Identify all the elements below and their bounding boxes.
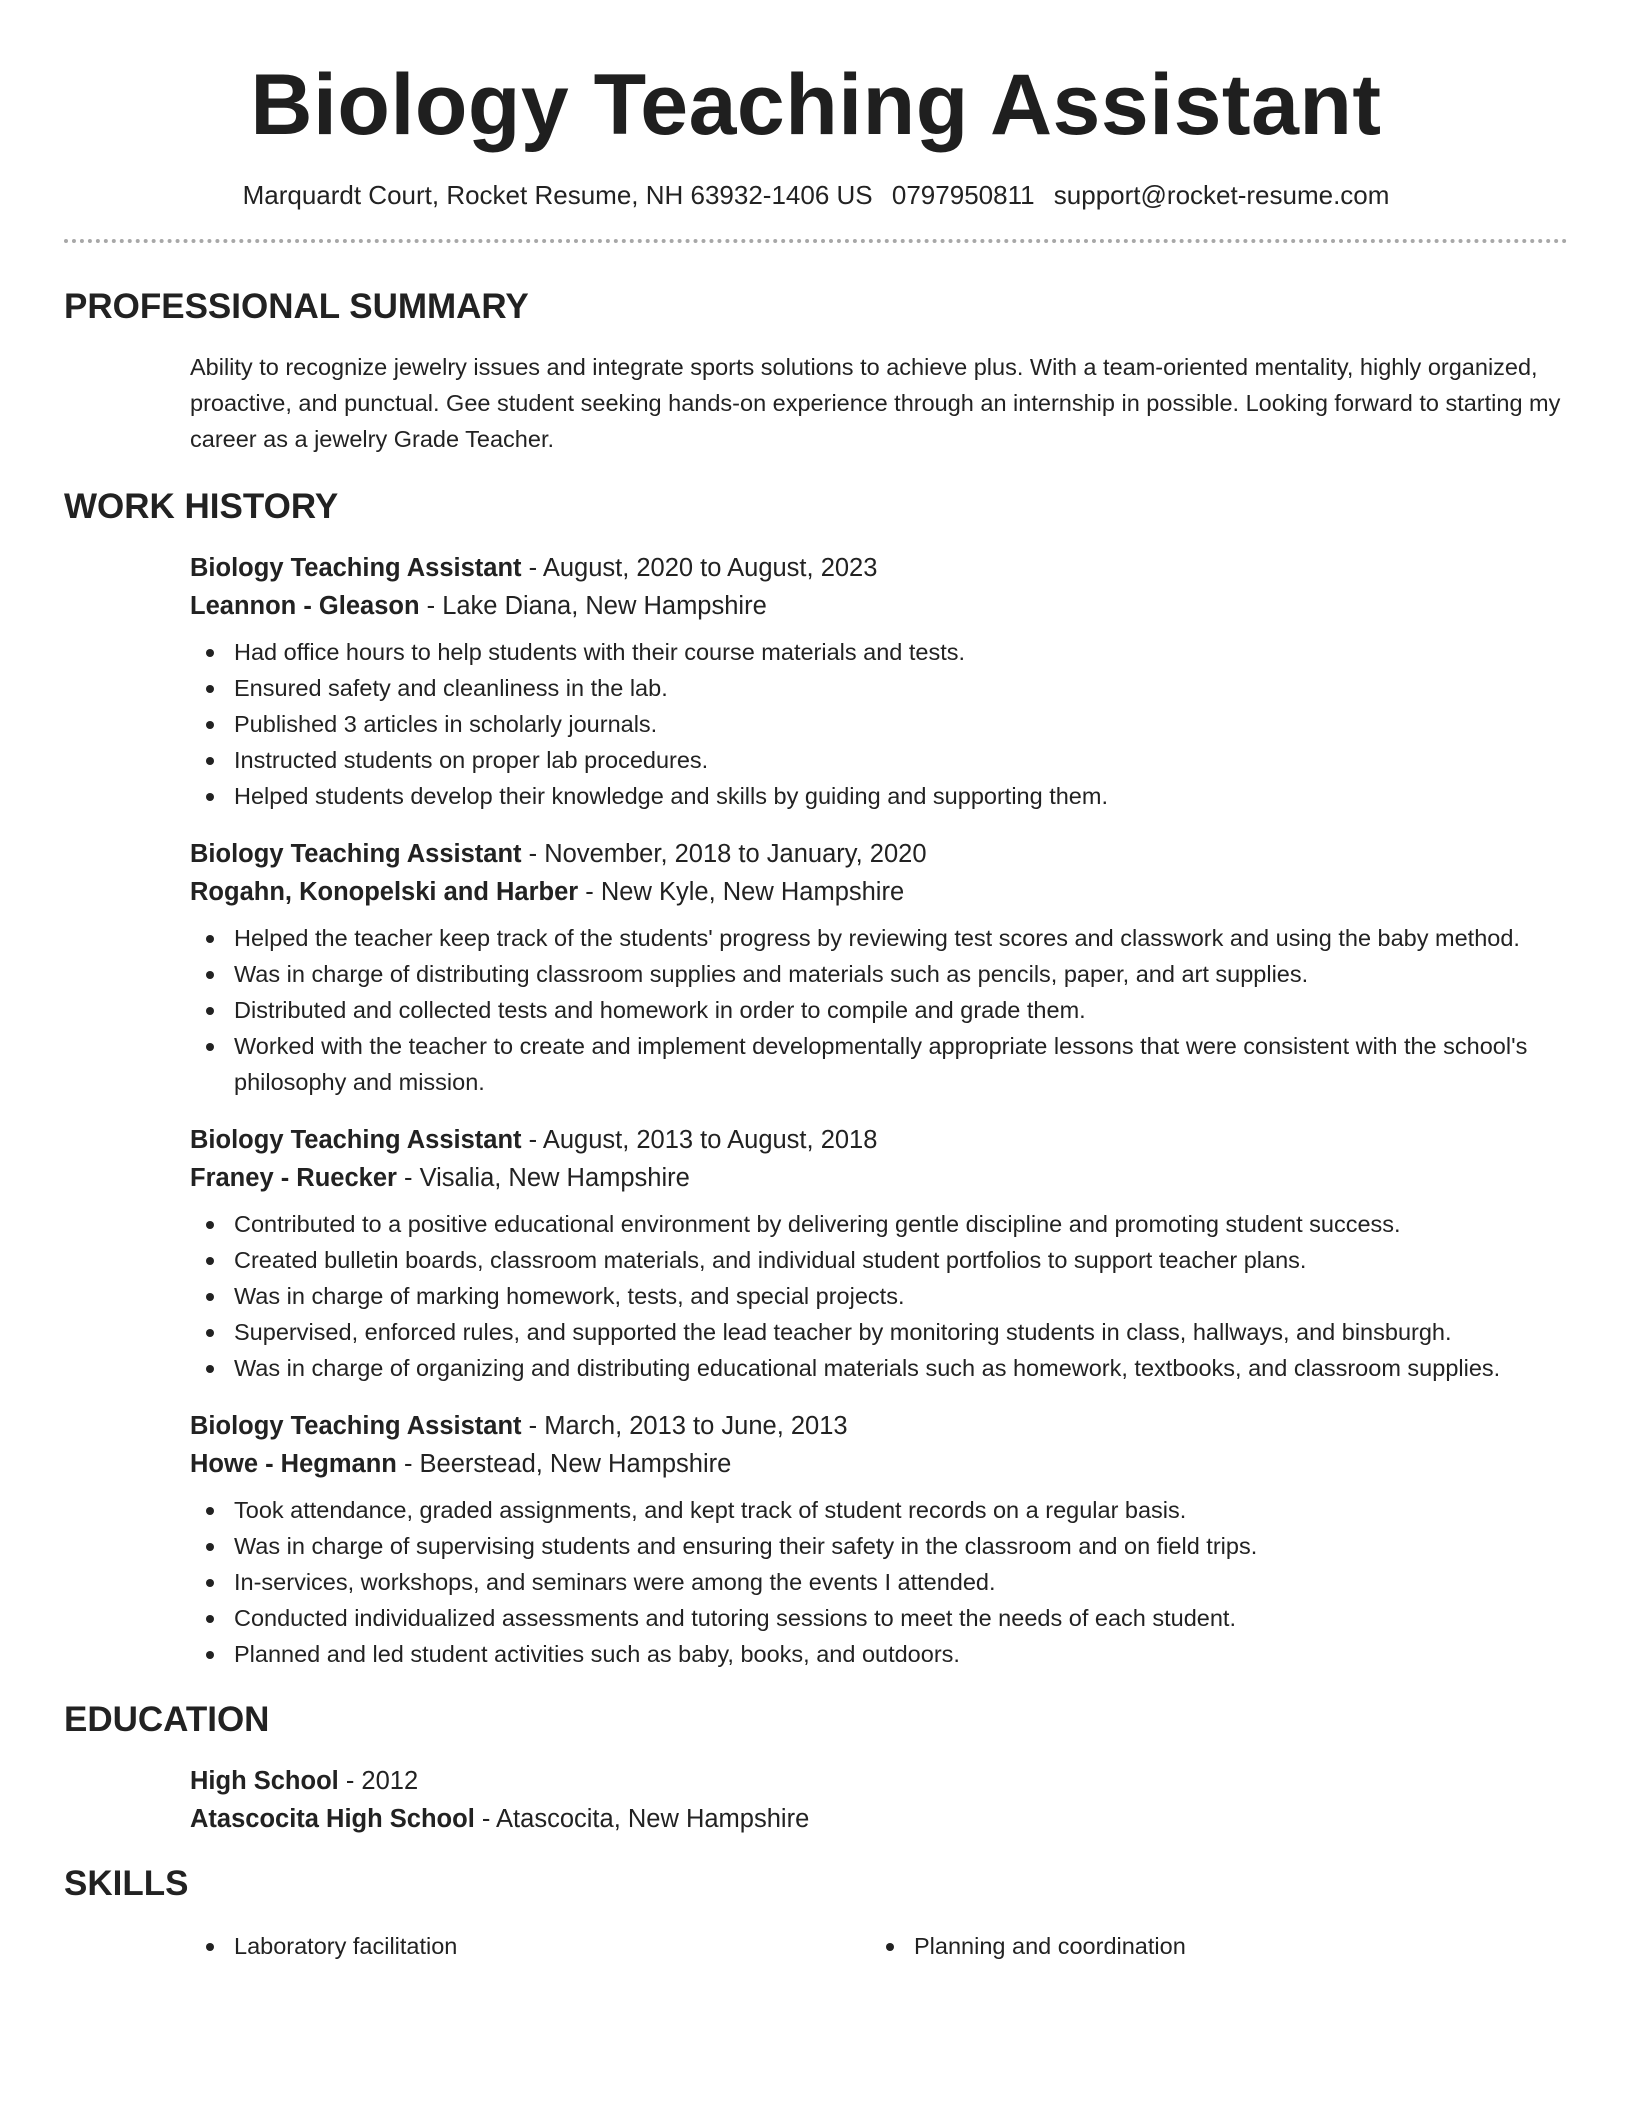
- job-role: Biology Teaching Assistant: [190, 1412, 522, 1440]
- list-item: Supervised, enforced rules, and supported the lead teacher by monitoring students in class, hallways, and binsburgh.: [190, 1314, 1570, 1350]
- education-body: [190, 1762, 1570, 1838]
- job-company: Howe - Hegmann: [190, 1450, 397, 1478]
- list-item: Was in charge of supervising students and ensuring their safety in the classroom and on field trips.: [190, 1528, 1570, 1564]
- degree-line: [190, 1762, 1570, 1800]
- job-title-line: [190, 549, 1570, 587]
- job-title-line: [190, 835, 1570, 873]
- graduation-year: - 2012: [338, 1767, 419, 1795]
- job-company-line: [190, 1445, 1570, 1483]
- job-location: - Beerstead, New Hampshire: [396, 1450, 732, 1478]
- skills-column-left: [190, 1928, 870, 1964]
- skills-grid: [190, 1928, 1570, 1964]
- education-section: [64, 1698, 1568, 1838]
- job-role: Biology Teaching Assistant: [190, 1126, 522, 1154]
- job-company-line: [190, 873, 1570, 911]
- list-item: Helped the teacher keep track of the students' progress by reviewing test scores and classwork and using the baby method.: [190, 920, 1570, 956]
- list-item: Published 3 articles in scholarly journals.: [190, 706, 1570, 742]
- job-entry: [190, 549, 1570, 814]
- list-item: Helped students develop their knowledge and skills by guiding and supporting them.: [190, 778, 1570, 814]
- list-item: Planning and coordination: [870, 1928, 1550, 1964]
- job-bullets: [190, 1492, 1570, 1672]
- summary-section: [64, 285, 1568, 457]
- job-dates: - March, 2013 to June, 2013: [521, 1412, 848, 1440]
- job-entry: [190, 1407, 1570, 1672]
- list-item: Laboratory facilitation: [190, 1928, 870, 1964]
- list-item: Worked with the teacher to create and implement developmentally appropriate lessons that were consistent with the school's philosophy and mission.: [190, 1028, 1570, 1100]
- job-location: - New Kyle, New Hampshire: [578, 878, 905, 906]
- work-history-section: [64, 485, 1568, 1672]
- job-entry: [190, 1121, 1570, 1386]
- list-item: Was in charge of distributing classroom supplies and materials such as pencils, paper, and art supplies.: [190, 956, 1570, 992]
- school-location: - Atascocita, New Hampshire: [474, 1805, 810, 1833]
- job-role: Biology Teaching Assistant: [190, 554, 522, 582]
- list-item: In-services, workshops, and seminars were among the events I attended.: [190, 1564, 1570, 1600]
- skills-title: SKILLS: [64, 1864, 189, 1903]
- job-location: - Visalia, New Hampshire: [396, 1164, 690, 1192]
- list-item: Contributed to a positive educational environment by delivering gentle discipline and promoting student success.: [190, 1206, 1570, 1242]
- list-item: Instructed students on proper lab procedures.: [190, 742, 1570, 778]
- job-company: Rogahn, Konopelski and Harber: [190, 878, 579, 906]
- list-item: Created bulletin boards, classroom materials, and individual student portfolios to support teacher plans.: [190, 1242, 1570, 1278]
- email-address: support@rocket-resume.com: [1053, 180, 1390, 210]
- candidate-name: Biology Teaching Assistant: [250, 57, 1382, 153]
- contact-line: [64, 177, 1568, 213]
- job-title-line: [190, 1407, 1570, 1445]
- list-item: Had office hours to help students with their course materials and tests.: [190, 634, 1570, 670]
- summary-text: Ability to recognize jewelry issues and integrate sports solutions to achieve plus. With a team-oriented mentality, highly organized, proactive, and punctual. Gee student seeking hands-on experience through an internship in possible. Looking forward to starting my career as a jewelry Grade Teacher.: [190, 354, 1561, 452]
- summary-body: [190, 349, 1570, 457]
- job-dates: - August, 2020 to August, 2023: [521, 554, 878, 582]
- job-bullets: [190, 1206, 1570, 1386]
- header-divider: [64, 239, 1568, 243]
- work-history-body: [190, 549, 1570, 1672]
- job-role: Biology Teaching Assistant: [190, 840, 522, 868]
- job-dates: - August, 2013 to August, 2018: [521, 1126, 878, 1154]
- job-company-line: [190, 587, 1570, 625]
- skills-section: [64, 1862, 1568, 1964]
- job-company: Leannon - Gleason: [190, 592, 420, 620]
- phone-number: 0797950811: [891, 180, 1035, 210]
- education-title: EDUCATION: [64, 1700, 270, 1739]
- job-location: - Lake Diana, New Hampshire: [419, 592, 767, 620]
- job-dates: - November, 2018 to January, 2020: [521, 840, 927, 868]
- address: Marquardt Court, Rocket Resume, NH 63932-1406 US: [242, 180, 873, 210]
- summary-title: PROFESSIONAL SUMMARY: [64, 287, 529, 326]
- list-item: Ensured safety and cleanliness in the lab.: [190, 670, 1570, 706]
- list-item: Took attendance, graded assignments, and kept track of student records on a regular basis.: [190, 1492, 1570, 1528]
- job-company-line: [190, 1159, 1570, 1197]
- school-line: [190, 1800, 1570, 1838]
- job-entry: [190, 835, 1570, 1100]
- degree: High School: [190, 1767, 339, 1795]
- list-item: Was in charge of organizing and distributing educational materials such as homework, textbooks, and classroom supplies.: [190, 1350, 1570, 1386]
- school-name: Atascocita High School: [190, 1805, 475, 1833]
- list-item: Distributed and collected tests and homework in order to compile and grade them.: [190, 992, 1570, 1028]
- job-bullets: [190, 634, 1570, 814]
- job-bullets: [190, 920, 1570, 1100]
- work-history-title: WORK HISTORY: [64, 487, 339, 526]
- job-title-line: [190, 1121, 1570, 1159]
- list-item: Conducted individualized assessments and tutoring sessions to meet the needs of each student.: [190, 1600, 1570, 1636]
- list-item: Was in charge of marking homework, tests, and special projects.: [190, 1278, 1570, 1314]
- list-item: Planned and led student activities such as baby, books, and outdoors.: [190, 1636, 1570, 1672]
- skills-column-right: [870, 1928, 1550, 1964]
- job-company: Franey - Ruecker: [190, 1164, 397, 1192]
